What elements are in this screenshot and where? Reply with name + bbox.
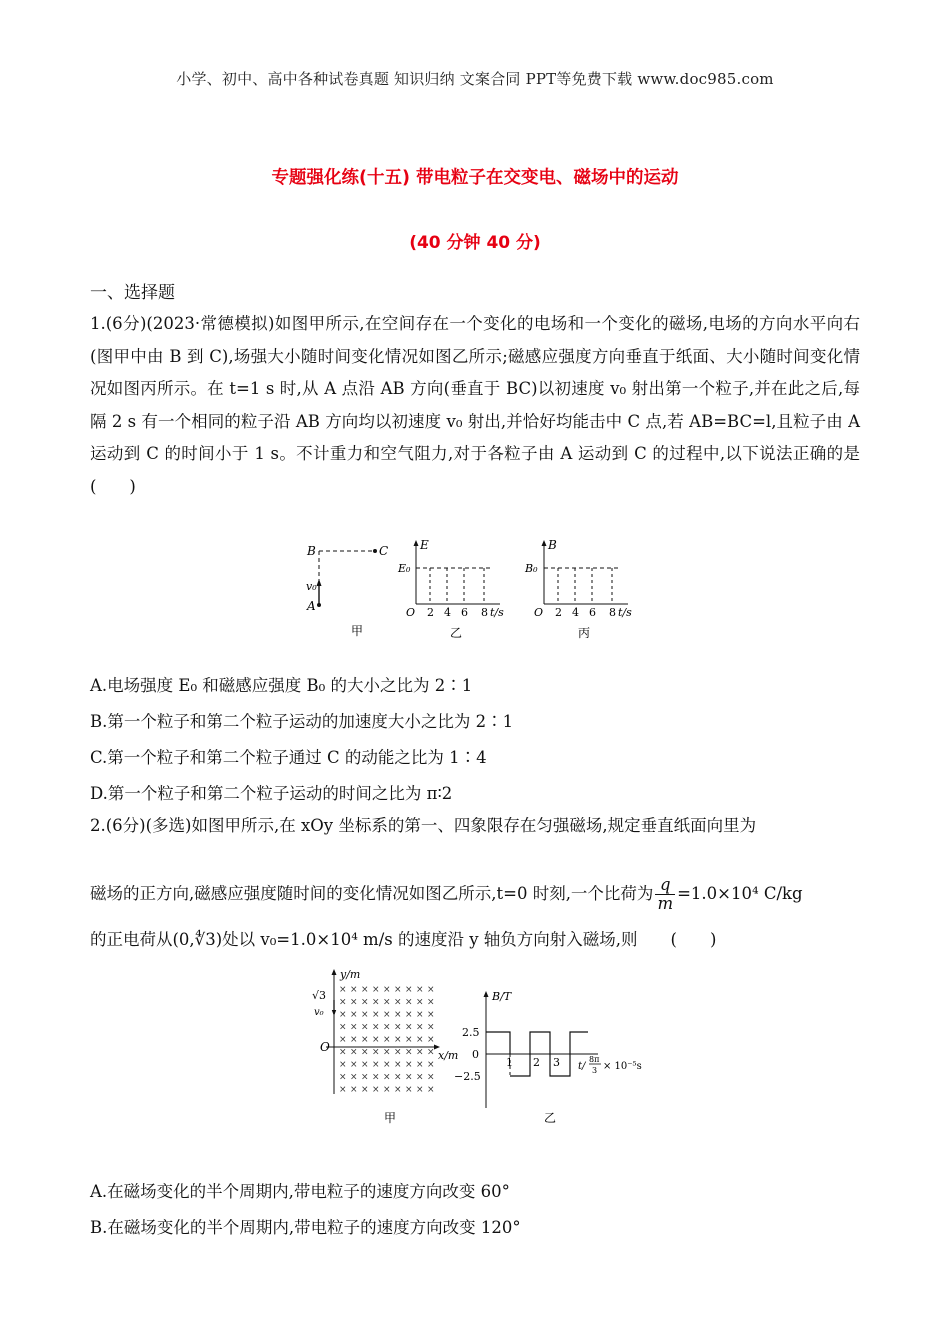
q1-yi-ylabel: E bbox=[420, 538, 429, 552]
q2-field-mark: × bbox=[339, 1085, 347, 1095]
q2-field-mark: × bbox=[350, 985, 358, 995]
q2-line-2-post: =1.0×10⁴ C/kg bbox=[677, 884, 803, 903]
q2-field-mark: × bbox=[350, 1035, 358, 1045]
question-2-line-2 bbox=[90, 876, 860, 913]
q2-field-mark: × bbox=[405, 1060, 413, 1070]
q2-jia-origin: O bbox=[320, 1040, 330, 1054]
q2-field-mark: × bbox=[427, 997, 435, 1008]
q2-field-mark: × bbox=[339, 1047, 347, 1058]
q1-jia-label-v0: v₀ bbox=[306, 580, 317, 593]
q1-bing-tick-8: 8 bbox=[609, 606, 616, 619]
q2-field-mark: × bbox=[361, 985, 369, 995]
q2-field-mark: × bbox=[394, 1010, 402, 1020]
q2-field-mark: × bbox=[350, 1085, 358, 1095]
q2-field-mark: × bbox=[383, 1047, 391, 1058]
q2-field-mark: × bbox=[361, 1085, 369, 1095]
q2-yi-zero: 0 bbox=[472, 1048, 479, 1061]
q1-option-c[interactable]: C.第一个粒子和第二个粒子通过 C 的动能之比为 1∶4 bbox=[90, 748, 487, 767]
q1-jia-point-c bbox=[373, 549, 377, 553]
q2-yi-y-arrow bbox=[484, 991, 489, 997]
q2-field-mark: × bbox=[427, 1010, 435, 1020]
q2-field-mark: × bbox=[427, 985, 435, 995]
q2-jia-caption: 甲 bbox=[384, 1111, 397, 1125]
q1-yi-tick-2: 2 bbox=[427, 606, 434, 619]
q1-jia-label-c: C bbox=[379, 544, 389, 558]
q2-field-mark: × bbox=[339, 1022, 347, 1033]
q2-field-mark: × bbox=[372, 1047, 380, 1058]
q2-field-mark: × bbox=[383, 1085, 391, 1095]
q1-yi-tick-8: 8 bbox=[481, 606, 488, 619]
q1-yi-y-arrow bbox=[414, 540, 419, 546]
q2-field-mark: × bbox=[372, 985, 380, 995]
q2-field-mark: × bbox=[383, 997, 391, 1008]
q1-bing-tick-6: 6 bbox=[589, 606, 596, 619]
q2-field-mark: × bbox=[383, 1072, 391, 1083]
top-banner: 小学、初中、高中各种试卷真题 知识归纳 文案合同 PPT等免费下载 www.doc985.com bbox=[176, 70, 774, 88]
q1-bing-tick-2: 2 bbox=[555, 606, 562, 619]
q2-frac-den: m bbox=[657, 894, 674, 913]
q1-bing-level: B₀ bbox=[525, 562, 538, 575]
q2-field-mark: × bbox=[405, 1022, 413, 1033]
q2-field-mark: × bbox=[405, 985, 413, 995]
q2-field-mark: × bbox=[350, 1047, 358, 1058]
q2-field-mark: × bbox=[361, 1060, 369, 1070]
q2-field-mark: × bbox=[394, 1072, 402, 1083]
q1-figure-jia bbox=[305, 538, 405, 640]
q2-field-mark: × bbox=[339, 1035, 347, 1045]
q2-field-mark: × bbox=[427, 1022, 435, 1033]
q1-jia-arrow-head bbox=[317, 579, 322, 586]
q2-field-mark: × bbox=[405, 1072, 413, 1083]
q1-bing-origin: O bbox=[534, 606, 544, 619]
q2-field-mark: × bbox=[416, 1047, 424, 1058]
q2-line-2-pre: 磁场的正方向,磁感应强度随时间的变化情况如图乙所示,t=0 时刻,一个比荷为 bbox=[90, 884, 654, 903]
q2-field-mark: × bbox=[416, 985, 424, 995]
q1-yi-tick-6: 6 bbox=[461, 606, 468, 619]
q2-jia-magnetic-field-marks bbox=[339, 985, 435, 1095]
q2-field-mark: × bbox=[405, 1047, 413, 1058]
q2-field-mark: × bbox=[383, 1010, 391, 1020]
q2-field-mark: × bbox=[416, 1035, 424, 1045]
q2-field-mark: × bbox=[372, 1010, 380, 1020]
q2-yi-tick-3: 3 bbox=[553, 1056, 560, 1069]
q2-field-mark: × bbox=[339, 1060, 347, 1070]
q2-jia-xlabel: x/m bbox=[438, 1049, 459, 1062]
q2-field-mark: × bbox=[416, 1060, 424, 1070]
q2-jia-velocity-head bbox=[332, 1010, 336, 1016]
q2-field-mark: × bbox=[372, 1072, 380, 1083]
q2-field-mark: × bbox=[427, 1072, 435, 1083]
q1-bing-caption: 丙 bbox=[578, 626, 591, 640]
q2-field-mark: × bbox=[416, 1010, 424, 1020]
q2-yi-unit-num: 8π bbox=[589, 1055, 600, 1064]
q2-field-mark: × bbox=[383, 985, 391, 995]
q2-field-mark: × bbox=[339, 985, 347, 995]
q2-yi-ylabel: B/T bbox=[492, 990, 512, 1003]
q2-field-mark: × bbox=[383, 1060, 391, 1070]
q2-field-mark: × bbox=[383, 1022, 391, 1033]
q1-option-d[interactable]: D.第一个粒子和第二个粒子运动的时间之比为 π∶2 bbox=[90, 784, 453, 803]
question-1-text: 1.(6分)(2023·常德模拟)如图甲所示,在空间存在一个变化的电场和一个变化的磁场,电场的方向水平向右(图甲中由 B 到 C),场强大小随时间变化情况如图乙所示;磁感应强度方向垂直于纸面、大小随时间变化情况如图丙所示。在 t=1 s 时,从 A 点沿 AB 方向(垂直于 BC)以初速度 v₀ 射出第一个粒子,并在此之后,每隔 2 s 有一个相同的粒子沿 AB 方向均以初速度 v₀ 射出,并恰好均能击中 C 点,若 AB=BC=l,且粒子由 A 运动到 C 的时间小于 1 s。不计重力和空气阻力,对于各粒子由 A 运动到 C 的过程中,以下说法正确的是 ( ) bbox=[90, 314, 893, 496]
q2-field-mark: × bbox=[372, 1085, 380, 1095]
q2-field-mark: × bbox=[394, 985, 402, 995]
q2-field-mark: × bbox=[372, 997, 380, 1008]
q2-field-mark: × bbox=[361, 1010, 369, 1020]
q2-yi-top: 2.5 bbox=[462, 1026, 480, 1039]
q1-yi-origin: O bbox=[406, 606, 416, 619]
q1-figure-yi bbox=[392, 536, 517, 642]
q2-field-mark: × bbox=[394, 1022, 402, 1033]
q2-figure-yi bbox=[448, 986, 660, 1128]
page-title: 专题强化练(十五) 带电粒子在交变电、磁场中的运动 bbox=[271, 168, 679, 188]
q1-bing-xlabel: t/s bbox=[618, 606, 632, 619]
q2-field-mark: × bbox=[361, 997, 369, 1008]
q2-frac-num: q bbox=[655, 876, 675, 895]
q2-jia-ytick: √3 bbox=[312, 989, 327, 1002]
q1-yi-caption: 乙 bbox=[450, 626, 463, 640]
q1-jia-caption: 甲 bbox=[351, 624, 364, 638]
q2-yi-wave-1 bbox=[486, 1032, 510, 1054]
q2-figure-jia bbox=[308, 966, 468, 1128]
q2-field-mark: × bbox=[361, 1035, 369, 1045]
q2-jia-v0: v₀ bbox=[314, 1007, 324, 1018]
q2-field-mark: × bbox=[372, 1035, 380, 1045]
q2-field-mark: × bbox=[405, 1035, 413, 1045]
q2-field-mark: × bbox=[350, 997, 358, 1008]
q2-field-mark: × bbox=[383, 1035, 391, 1045]
q2-field-mark: × bbox=[394, 1085, 402, 1095]
q1-jia-point-a bbox=[317, 603, 321, 607]
q2-field-mark: × bbox=[350, 1010, 358, 1020]
q2-field-mark: × bbox=[339, 1010, 347, 1020]
q1-yi-level: E₀ bbox=[398, 562, 411, 575]
q2-field-mark: × bbox=[361, 1047, 369, 1058]
q2-yi-caption: 乙 bbox=[544, 1111, 557, 1125]
q1-bing-tick-4: 4 bbox=[572, 606, 579, 619]
q2-field-mark: × bbox=[405, 1085, 413, 1095]
q2-yi-unit-tail: × 10⁻⁵s bbox=[603, 1061, 642, 1072]
q1-option-b[interactable]: B.第一个粒子和第二个粒子运动的加速度大小之比为 2∶1 bbox=[90, 712, 514, 731]
q2-option-a[interactable]: A.在磁场变化的半个周期内,带电粒子的速度方向改变 60° bbox=[90, 1182, 510, 1201]
q2-field-mark: × bbox=[361, 1072, 369, 1083]
q2-field-mark: × bbox=[416, 997, 424, 1008]
q2-field-mark: × bbox=[394, 1047, 402, 1058]
q2-field-mark: × bbox=[427, 1060, 435, 1070]
q2-field-mark: × bbox=[350, 1060, 358, 1070]
q2-field-mark: × bbox=[372, 1022, 380, 1033]
q1-yi-xlabel: t/s bbox=[490, 606, 504, 619]
q2-field-mark: × bbox=[361, 1022, 369, 1033]
q2-field-mark: × bbox=[405, 997, 413, 1008]
q2-field-mark: × bbox=[394, 997, 402, 1008]
q1-yi-tick-4: 4 bbox=[444, 606, 451, 619]
q2-yi-tick-2: 2 bbox=[533, 1056, 540, 1069]
q2-field-mark: × bbox=[416, 1072, 424, 1083]
q2-field-mark: × bbox=[350, 1022, 358, 1033]
q2-yi-bottom: −2.5 bbox=[454, 1070, 481, 1083]
q2-charge-ratio-fraction bbox=[655, 876, 675, 913]
q2-yi-xlabel: t/ bbox=[578, 1061, 586, 1072]
q1-option-a[interactable]: A.电场强度 E₀ 和磁感应强度 B₀ 的大小之比为 2∶1 bbox=[90, 676, 473, 695]
q2-field-mark: × bbox=[427, 1035, 435, 1045]
question-2-line-1: 2.(6分)(多选)如图甲所示,在 xOy 坐标系的第一、四象限存在匀强磁场,规定垂直纸面向里为 bbox=[90, 816, 757, 835]
question-2-line-3: 的正电荷从(0,∜3)处以 v₀=1.0×10⁴ m/s 的速度沿 y 轴负方向射入磁场,则 ( ) bbox=[90, 930, 717, 949]
q2-option-b[interactable]: B.在磁场变化的半个周期内,带电粒子的速度方向改变 120° bbox=[90, 1218, 521, 1237]
q2-field-mark: × bbox=[394, 1035, 402, 1045]
q1-bing-ylabel: B bbox=[548, 538, 557, 552]
q2-yi-unit-den: 3 bbox=[592, 1066, 598, 1075]
q2-jia-ylabel: y/m bbox=[340, 968, 361, 981]
q2-yi-tick-1: 1 bbox=[506, 1056, 513, 1069]
q1-bing-y-arrow bbox=[542, 540, 547, 546]
section-heading: 一、选择题 bbox=[90, 283, 175, 303]
q2-field-mark: × bbox=[416, 1022, 424, 1033]
q2-field-mark: × bbox=[427, 1085, 435, 1095]
q2-field-mark: × bbox=[394, 1060, 402, 1070]
q2-field-mark: × bbox=[339, 1072, 347, 1083]
q2-field-mark: × bbox=[416, 1085, 424, 1095]
q1-figure-bing bbox=[520, 536, 645, 642]
q2-field-mark: × bbox=[350, 1072, 358, 1083]
q1-jia-label-a: A bbox=[307, 599, 316, 613]
q2-jia-y-arrow bbox=[332, 969, 337, 975]
q2-field-mark: × bbox=[427, 1047, 435, 1058]
q2-field-mark: × bbox=[339, 997, 347, 1008]
q1-jia-label-b: B bbox=[307, 544, 316, 558]
q2-field-mark: × bbox=[372, 1060, 380, 1070]
q2-field-mark: × bbox=[405, 1010, 413, 1020]
page-subtitle: (40 分钟 40 分) bbox=[409, 233, 541, 253]
